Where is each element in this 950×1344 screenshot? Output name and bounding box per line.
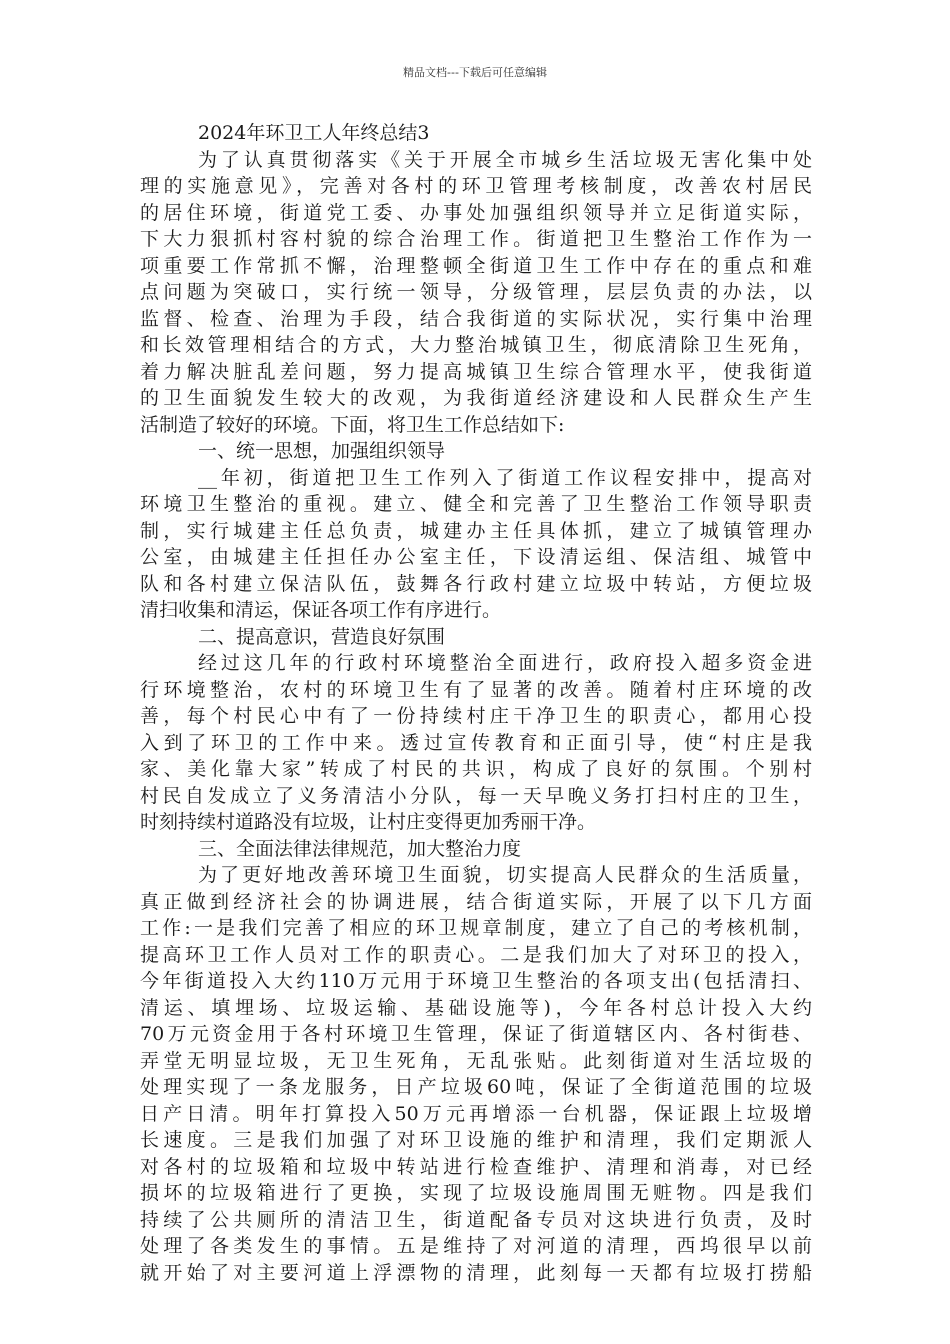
text-line: 项重要工作常抓不懈，治理整顿全街道卫生工作中存在的重点和难: [140, 254, 812, 277]
text-line: 着力解决脏乱差问题，努力提高城镇卫生综合管理水平，使我街道: [140, 360, 812, 383]
text-line: 2024年环卫工人年终总结3: [198, 122, 430, 144]
text-line: __年初，街道把卫生工作列入了街道工作议程安排中，提高对: [198, 466, 812, 489]
text-line: 为了更好地改善环境卫生面貌，切实提高人民群众的生活质量，: [198, 864, 812, 886]
text-line: 一、统一思想，加强组织领导: [198, 440, 446, 462]
text-line: 时刻持续村道路没有垃圾，让村庄变得更加秀丽干净。: [140, 811, 597, 833]
text-line: 清扫收集和清运，保证各项工作有序进行。: [140, 599, 502, 621]
text-line: 为了认真贯彻落实《关于开展全市城乡生活垃圾无害化集中处: [198, 148, 812, 171]
text-line: 提高环卫工作人员对工作的职责心。二是我们加大了对环卫的投入，: [140, 943, 812, 966]
text-line: 的卫生面貌发生较大的改观，为我街道经济建设和人民群众生产生: [140, 387, 812, 409]
text-line: 点问题为突破口，实行统一领导，分级管理，层层负责的办法，以: [140, 281, 812, 303]
text-line: 下大力狠抓村容村貌的综合治理工作。街道把卫生整治工作作为一: [140, 228, 812, 250]
text-line: 长速度。三是我们加强了对环卫设施的维护和清理，我们定期派人: [140, 1129, 812, 1151]
text-line: 今年街道投入大约110万元用于环境卫生整治的各项支出(包括清扫、: [140, 970, 812, 992]
page-header: 精品文档---下载后可任意编辑: [403, 66, 547, 79]
text-line: 就开始了对主要河道上浮漂物的清理，此刻每一天都有垃圾打捞船: [140, 1261, 812, 1284]
text-line: 入到了环卫的工作中来。透过宣传教育和正面引导，使“村庄是我: [140, 731, 812, 754]
text-line: 处理实现了一条龙服务，日产垃圾60吨，保证了全街道范围的垃圾: [140, 1076, 812, 1098]
text-line: 行环境整治，农村的环境卫生有了显著的改善。随着村庄环境的改: [140, 678, 812, 701]
text-line: 70万元资金用于各村环境卫生管理，保证了街道辖区内、各村街巷、: [140, 1023, 812, 1045]
text-line: 弄堂无明显垃圾，无卫生死角，无乱张贴。此刻街道对生活垃圾的: [140, 1049, 812, 1072]
text-line: 的居住环境，街道党工委、办事处加强组织领导并立足街道实际，: [140, 201, 812, 224]
text-line: 活制造了较好的环境。下面，将卫生工作总结如下:: [140, 413, 565, 436]
text-line: 损坏的垃圾箱进行了更换，实现了垃圾设施周围无赃物。四是我们: [140, 1182, 812, 1204]
text-line: 家、美化靠大家”转成了村民的共识，构成了良好的氛围。个别村: [140, 758, 812, 780]
text-line: 日产日清。明年打算投入50万元再增添一台机器，保证跟上垃圾增: [140, 1102, 812, 1125]
text-line: 处理了各类发生的事情。五是维持了对河道的清理，西坞很早以前: [140, 1235, 812, 1257]
text-line: 持续了公共厕所的清洁卫生，街道配备专员对这块进行负责，及时: [140, 1208, 812, 1231]
text-line: 二、提高意识，营造良好氛围: [198, 625, 446, 648]
text-line: 环境卫生整治的重视。建立、健全和完善了卫生整治工作领导职责: [140, 493, 812, 515]
text-line: 真正做到经济社会的协调进展，结合街道实际，开展了以下几方面: [140, 890, 812, 913]
text-line: 经过这几年的行政村环境整治全面进行，政府投入超多资金进: [198, 652, 812, 674]
text-line: 队和各村建立保洁队伍，鼓舞各行政村建立垃圾中转站，方便垃圾: [140, 572, 812, 595]
text-line: 三、全面法律法律规范，加大整治力度: [198, 837, 522, 860]
text-line: 监督、检查、治理为手段，结合我街道的实际状况，实行集中治理: [140, 307, 812, 330]
text-line: 村民自发成立了义务清洁小分队，每一天早晚义务打扫村庄的卫生，: [140, 784, 812, 807]
text-line: 和长效管理相结合的方式，大力整治城镇卫生，彻底清除卫生死角，: [140, 334, 812, 356]
text-line: 清运、填埋场、垃圾运输、基础设施等)，今年各村总计投入大约: [140, 996, 812, 1019]
text-line: 工作:一是我们完善了相应的环卫规章制度，建立了自己的考核机制，: [140, 917, 812, 939]
text-line: 公室，由城建主任担任办公室主任，下设清运组、保洁组、城管中: [140, 546, 812, 568]
text-line: 对各村的垃圾箱和垃圾中转站进行检查维护、清理和消毒，对已经: [140, 1155, 812, 1178]
text-line: 理的实施意见》，完善对各村的环卫管理考核制度，改善农村居民: [140, 175, 812, 197]
document-body: [140, 120, 812, 1286]
text-line: 善，每个村民心中有了一份持续村庄干净卫生的职责心，都用心投: [140, 705, 812, 727]
text-line: 制，实行城建主任总负责，城建办主任具体抓，建立了城镇管理办: [140, 519, 812, 542]
